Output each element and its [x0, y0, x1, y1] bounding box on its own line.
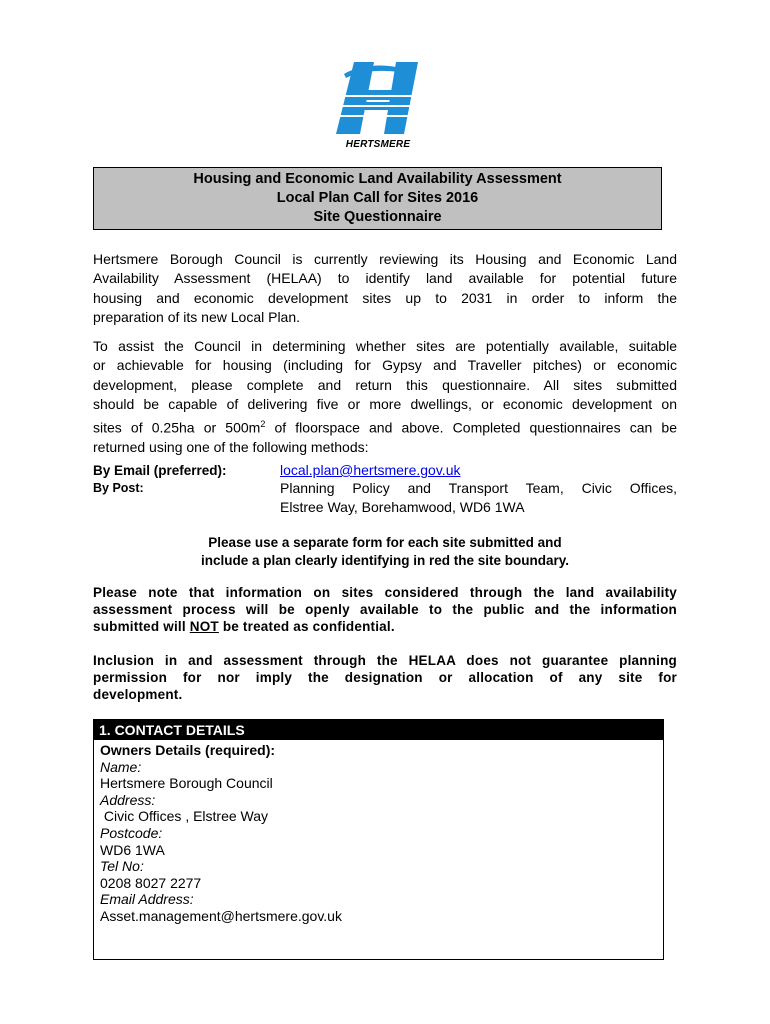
assist-line: development, please complete and return this questionnaire. All sites submitted: [93, 376, 677, 393]
intro-paragraph: [93, 250, 677, 328]
hertsmere-h-icon: [330, 60, 426, 140]
intro-line: housing and economic development sites up to 2031 in order to inform the: [93, 289, 677, 306]
title-line-1: Housing and Economic Land Availability Assessment: [193, 171, 562, 187]
post-method-value: [280, 479, 677, 518]
name-value[interactable]: Hertsmere Borough Council: [100, 775, 273, 792]
title-line-3: Site Questionnaire: [313, 209, 442, 225]
assist-line5-a: sites of 0.25ha or 500m: [93, 419, 261, 436]
note-line-3: [93, 618, 677, 635]
superscript-two: 2: [260, 418, 266, 429]
post-address-line-1: Planning Policy and Transport Team, Civic Offices,: [280, 480, 677, 496]
confidentiality-note: [93, 584, 677, 635]
intro-line: Availability Assessment (HELAA) to identify land available for potential future: [93, 270, 677, 287]
email-method-label: By Email (preferred):: [93, 463, 227, 478]
assist-line: To assist the Council in determining whether sites are potentially available, suitable: [93, 338, 677, 354]
separate-form-line-1: Please use a separate form for each site submitted and: [208, 535, 562, 550]
contact-details-section: [93, 719, 664, 960]
separate-form-notice: [93, 534, 677, 569]
intro-line: preparation of its new Local Plan.: [93, 309, 301, 326]
inclusion-line: permission for nor imply the designation or allocation of any site for: [93, 670, 677, 685]
address-label: Address:: [100, 791, 156, 808]
assist-line: [93, 415, 677, 438]
title-line-2: Local Plan Call for Sites 2016: [276, 190, 479, 206]
note-line-1: Please note that information on sites considered through the land availability: [93, 585, 677, 600]
inclusion-line: development.: [93, 687, 183, 702]
note-line3-a: submitted will: [93, 619, 190, 634]
contact-body: [94, 740, 663, 925]
inclusion-line: Inclusion in and assessment through the HELAA does not guarantee planning: [93, 653, 677, 668]
name-label: Name:: [100, 758, 142, 775]
post-method-label: By Post:: [93, 481, 144, 495]
tel-label: Tel No:: [100, 858, 144, 875]
address-value[interactable]: Civic Offices , Elstree Way: [100, 808, 269, 825]
not-emphasis: NOT: [189, 619, 219, 634]
owners-details-label: Owners Details (required):: [100, 742, 276, 758]
tel-value[interactable]: 0208 8027 2277: [100, 874, 202, 891]
inclusion-note: [93, 652, 677, 703]
email-method-value: [280, 461, 677, 480]
note-line3-b: be treated as confidential.: [218, 619, 395, 634]
postcode-value[interactable]: WD6 1WA: [100, 841, 165, 858]
assist-line: returned using one of the following methods:: [93, 438, 369, 455]
postcode-label: Postcode:: [100, 824, 163, 841]
logo-wordmark: HERTSMERE: [345, 139, 411, 150]
email-address-value[interactable]: Asset.management@hertsmere.gov.uk: [100, 907, 342, 924]
separate-form-line-2: include a plan clearly identifying in red the site boundary.: [200, 552, 570, 568]
assist-line5-b: of floorspace and above. Completed questionnaires can be: [265, 419, 678, 436]
email-link[interactable]: local.plan@hertsmere.gov.uk: [280, 462, 461, 478]
intro-line: Hertsmere Borough Council is currently reviewing its Housing and Economic Land: [93, 251, 677, 267]
assist-line: or achievable for housing (including for Gypsy and Traveller pitches) or economic: [93, 357, 677, 374]
title-box: [93, 167, 662, 230]
assist-paragraph: [93, 337, 677, 457]
note-line-2: assessment process will be openly available to the public and the information: [93, 602, 677, 617]
post-address-line-2: Elstree Way, Borehamwood, WD6 1WA: [280, 499, 525, 516]
assist-line: should be capable of delivering five or more dwellings, or economic development on: [93, 396, 677, 413]
email-address-label: Email Address:: [100, 891, 194, 908]
hertsmere-logo: [330, 60, 426, 152]
section-header: 1. CONTACT DETAILS: [94, 720, 663, 740]
